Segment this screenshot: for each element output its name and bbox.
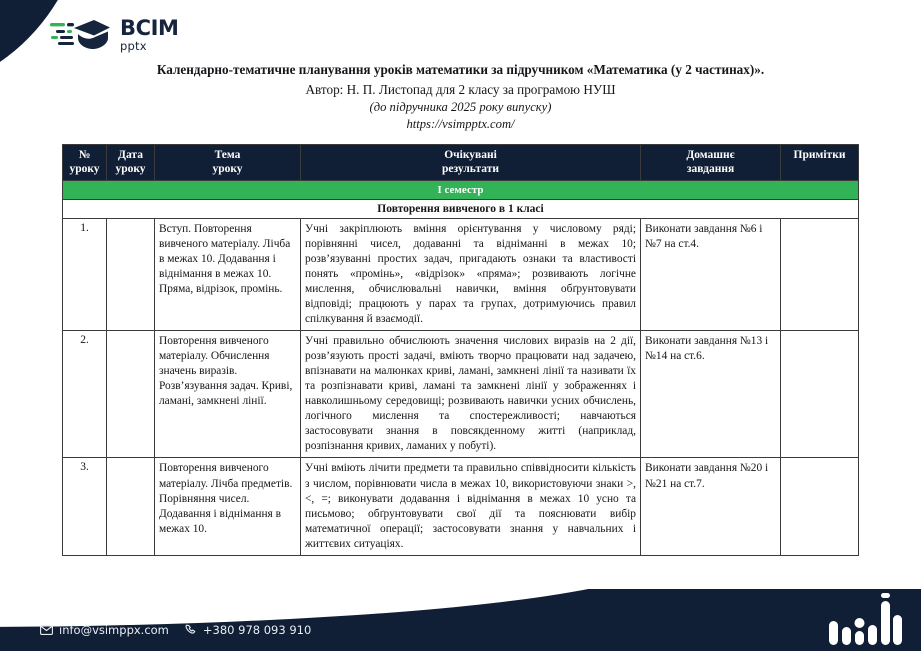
table-row (63, 458, 859, 555)
footer-curve-decoration (0, 589, 660, 627)
semester-band-row (63, 180, 859, 199)
phone-icon (185, 624, 197, 636)
cell-lesson-date (107, 331, 155, 458)
column-header-lesson-date: Дата уроку (107, 145, 155, 181)
cell-homework: Виконати завдання №20 і №21 на ст.7. (641, 458, 781, 555)
cell-lesson-date (107, 218, 155, 330)
logo-subtitle: pptx (120, 38, 147, 53)
graduation-cap-icon (50, 14, 112, 56)
brand-logo (50, 12, 179, 58)
page-footer (0, 589, 921, 651)
topic-band-label: Повторення вивченого в 1 класі (63, 199, 859, 218)
cell-lesson-topic: Повторення вивченого матеріалу. Лічба предметів. Порівняння чисел. Додавання і віднімання в межах 10. (155, 458, 301, 555)
footer-contacts (40, 623, 311, 637)
logo-brand: ВСІМ (120, 15, 179, 40)
cell-notes (781, 331, 859, 458)
column-header-lesson-topic: Тема уроку (155, 145, 301, 181)
table-row (63, 218, 859, 330)
cell-lesson-number: 3. (63, 458, 107, 555)
cell-notes (781, 458, 859, 555)
cell-lesson-date (107, 458, 155, 555)
document-url: https://vsimpptx.com/ (406, 117, 515, 132)
logo-wordmark (120, 15, 179, 53)
cell-expected-results: Учні вміють лічити предмети та правильно співвідносити кількість з числом, порівнювати числа в межах 10, використовуючи знаки >, <, =; виконувати додавання і віднімання в межах 10 усно та письмово; обґрунтовувати свої дії та пояснювати вибір математичної операції; застосовувати знання у навчальних і життєвих ситуаціях. (301, 458, 641, 555)
column-header-notes: Примітки (781, 145, 859, 181)
table-row (63, 331, 859, 458)
cell-notes (781, 218, 859, 330)
cell-expected-results: Учні правильно обчислюють значення числових виразів на 2 дії, розв’язують прості задачі, вміють творчо працювати над задачею, впізнавати на малюнках криві, ламані, замкнені лінії та називати їх та розпізнавати криві, ламані та замкнені лінії у зображеннях і навколишньому середовищі; розвивають навички усних обчислень, логічного мислення та спостережливості; навчаються застосовувати знання в повсякденному житті (наприклад, розпізнання кривих, ламаних у побуті). (301, 331, 641, 458)
semester-band-label: І семестр (63, 180, 859, 199)
cell-lesson-number: 1. (63, 218, 107, 330)
cell-lesson-topic: Повторення вивченого матеріалу. Обчислення значень виразів. Розв’язування задач. Криві, ламані, замкнені лінії. (155, 331, 301, 458)
lesson-plan-table (62, 144, 859, 556)
footer-email[interactable] (40, 623, 169, 637)
column-header-homework: Домашнє завдання (641, 145, 781, 181)
document-author: Автор: Н. П. Листопад для 2 класу за програмою НУШ (305, 81, 616, 97)
cell-expected-results: Учні закріплюють вміння орієнтування у числовому ряді; порівнянні чисел, додаванні та відніманні в межах 10; розв’язуванні простих задач, пригадають ознаки та властивості понять «промінь», «відрізок» «пряма»; розвивають логічне мислення, обчислювальні навички, вміння обґрунтовувати відповіді; працюють у парах та групах, дотримуючись правил спілкування й взаємодії. (301, 218, 641, 330)
cell-homework: Виконати завдання №13 і №14 на ст.6. (641, 331, 781, 458)
document-header (0, 62, 921, 132)
column-header-expected-results: Очікувані результати (301, 145, 641, 181)
page-title: Календарно-тематичне планування уроків математики за підручником «Математика (у 2 частинах)». (156, 62, 765, 77)
column-header-lesson-number: № уроку (63, 145, 107, 181)
footer-email-text: info@vsimppx.com (59, 623, 169, 637)
cell-lesson-topic: Вступ. Повторення вивченого матеріалу. Лічба в межах 10. Додавання і віднімання в межах 10. Пряма, відрізок, промінь. (155, 218, 301, 330)
bar-chart-icon (827, 593, 903, 645)
envelope-icon (40, 625, 53, 635)
topic-band-row (63, 199, 859, 218)
document-edition: (до підручника 2025 року випуску) (369, 99, 552, 114)
cell-lesson-number: 2. (63, 331, 107, 458)
footer-phone[interactable] (185, 623, 311, 637)
footer-phone-text: +380 978 093 910 (202, 623, 312, 637)
table-header-row (63, 145, 859, 181)
cell-homework: Виконати завдання №6 і №7 на ст.4. (641, 218, 781, 330)
